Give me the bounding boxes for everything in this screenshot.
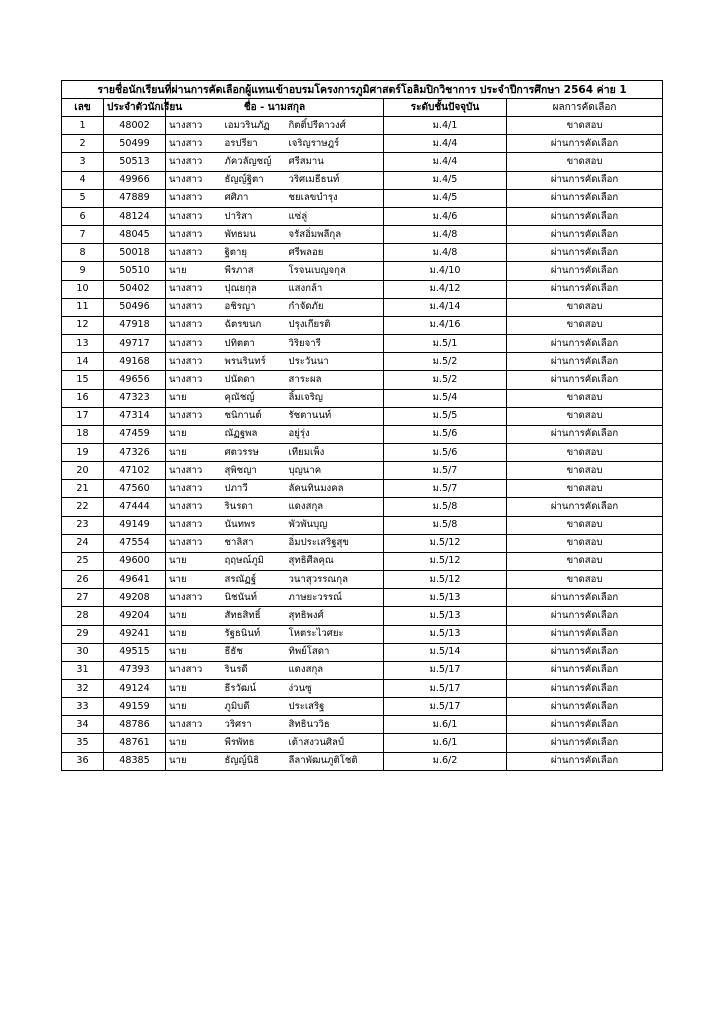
row-number: 8 [62, 244, 104, 262]
class-level: ม.4/8 [384, 226, 507, 244]
selection-result: ผ่านการคัดเลือก [507, 643, 663, 661]
first-name: ภูมิบดี [222, 698, 286, 716]
first-name: ศตวรรษ [222, 443, 286, 461]
first-name: ภัควลัญชญ์ [222, 153, 286, 171]
selection-result: ผ่านการคัดเลือก [507, 661, 663, 679]
class-level: ม.4/4 [384, 153, 507, 171]
student-id: 49208 [104, 589, 166, 607]
class-level: ม.5/1 [384, 335, 507, 353]
first-name: รัฐธนินท์ [222, 625, 286, 643]
row-number: 22 [62, 498, 104, 516]
name-prefix: นาย [166, 425, 222, 443]
row-number: 25 [62, 552, 104, 570]
student-id: 48761 [104, 734, 166, 752]
student-id: 50499 [104, 135, 166, 153]
table-row [62, 316, 663, 334]
header-no: เลข [62, 99, 104, 117]
student-id: 47323 [104, 389, 166, 407]
row-number: 1 [62, 117, 104, 135]
class-level: ม.4/5 [384, 189, 507, 207]
selection-result: ผ่านการคัดเลือก [507, 371, 663, 389]
class-level: ม.5/13 [384, 607, 507, 625]
row-number: 10 [62, 280, 104, 298]
row-number: 11 [62, 298, 104, 316]
first-name: ปุณยกุล [222, 280, 286, 298]
student-id: 50513 [104, 153, 166, 171]
first-name: ปทิตตา [222, 335, 286, 353]
class-level: ม.4/14 [384, 298, 507, 316]
name-prefix: นางสาว [166, 189, 222, 207]
table-row [62, 371, 663, 389]
last-name: รัชตานนท์ [286, 407, 384, 425]
student-id: 47102 [104, 462, 166, 480]
student-id: 49600 [104, 552, 166, 570]
class-level: ม.4/10 [384, 262, 507, 280]
class-level: ม.5/6 [384, 443, 507, 461]
table-row [62, 153, 663, 171]
name-prefix: นางสาว [166, 353, 222, 371]
row-number: 13 [62, 335, 104, 353]
first-name: คุณัชญ์ [222, 389, 286, 407]
name-prefix: นางสาว [166, 516, 222, 534]
name-prefix: นางสาว [166, 480, 222, 498]
name-prefix: นางสาว [166, 171, 222, 189]
selection-result: ผ่านการคัดเลือก [507, 280, 663, 298]
student-id: 47889 [104, 189, 166, 207]
class-level: ม.5/8 [384, 498, 507, 516]
class-level: ม.5/2 [384, 371, 507, 389]
last-name: แดงสกุล [286, 661, 384, 679]
name-prefix: นางสาว [166, 244, 222, 262]
last-name: ปรุงเกียรติ [286, 316, 384, 334]
name-prefix: นางสาว [166, 407, 222, 425]
table-row [62, 625, 663, 643]
last-name: ศรีสมาน [286, 153, 384, 171]
row-number: 15 [62, 371, 104, 389]
class-level: ม.5/17 [384, 698, 507, 716]
selection-result: ผ่านการคัดเลือก [507, 207, 663, 225]
table-row [62, 425, 663, 443]
name-prefix: นางสาว [166, 661, 222, 679]
row-number: 29 [62, 625, 104, 643]
selection-result: ขาดสอบ [507, 480, 663, 498]
first-name: ปภาวี [222, 480, 286, 498]
name-prefix: นาย [166, 734, 222, 752]
selection-result: ผ่านการคัดเลือก [507, 262, 663, 280]
selection-result: ผ่านการคัดเลือก [507, 226, 663, 244]
first-name: ปาริสา [222, 207, 286, 225]
header-row [62, 99, 663, 117]
selection-result: ผ่านการคัดเลือก [507, 335, 663, 353]
table-row [62, 680, 663, 698]
row-number: 26 [62, 571, 104, 589]
selection-result: ขาดสอบ [507, 117, 663, 135]
class-level: ม.4/12 [384, 280, 507, 298]
class-level: ม.5/5 [384, 407, 507, 425]
first-name: ฉัตรขนก [222, 316, 286, 334]
first-name: ชนิกานต์ [222, 407, 286, 425]
table-row [62, 752, 663, 770]
selection-result: ผ่านการคัดเลือก [507, 498, 663, 516]
table-row [62, 607, 663, 625]
row-number: 7 [62, 226, 104, 244]
table-row [62, 189, 663, 207]
table-row [62, 480, 663, 498]
name-prefix: นางสาว [166, 153, 222, 171]
class-level: ม.5/12 [384, 571, 507, 589]
row-number: 34 [62, 716, 104, 734]
student-id: 50402 [104, 280, 166, 298]
table-row [62, 498, 663, 516]
table-row [62, 353, 663, 371]
student-id: 47314 [104, 407, 166, 425]
table-body [62, 117, 663, 771]
selection-result: ผ่านการคัดเลือก [507, 244, 663, 262]
first-name: ปนัดดา [222, 371, 286, 389]
table-row [62, 716, 663, 734]
class-level: ม.5/7 [384, 462, 507, 480]
student-id: 47326 [104, 443, 166, 461]
first-name: ณัฏฐพล [222, 425, 286, 443]
table-row [62, 661, 663, 679]
last-name: สุทธิศีลคุณ [286, 552, 384, 570]
row-number: 35 [62, 734, 104, 752]
last-name: สิทธินววิธ [286, 716, 384, 734]
last-name: ทิพย์โสดา [286, 643, 384, 661]
row-number: 12 [62, 316, 104, 334]
first-name: พัทธมน [222, 226, 286, 244]
first-name: รินรดี [222, 661, 286, 679]
student-id: 49656 [104, 371, 166, 389]
last-name: บุญนาค [286, 462, 384, 480]
student-id: 49641 [104, 571, 166, 589]
table-row [62, 298, 663, 316]
class-level: ม.4/8 [384, 244, 507, 262]
class-level: ม.5/8 [384, 516, 507, 534]
class-level: ม.4/1 [384, 117, 507, 135]
selection-result: ขาดสอบ [507, 571, 663, 589]
name-prefix: นางสาว [166, 371, 222, 389]
student-id: 49241 [104, 625, 166, 643]
last-name: อิ่มประเสริฐสุข [286, 534, 384, 552]
last-name: ลิ้มเจริญ [286, 389, 384, 407]
selection-result: ขาดสอบ [507, 153, 663, 171]
row-number: 20 [62, 462, 104, 480]
selection-result: ผ่านการคัดเลือก [507, 425, 663, 443]
document-sheet [61, 80, 662, 771]
table-row [62, 589, 663, 607]
selection-result: ผ่านการคัดเลือก [507, 189, 663, 207]
table-row [62, 443, 663, 461]
first-name: สรณัฏฐ์ [222, 571, 286, 589]
name-prefix: นางสาว [166, 280, 222, 298]
last-name: อยู่รุ่ง [286, 425, 384, 443]
row-number: 3 [62, 153, 104, 171]
class-level: ม.4/6 [384, 207, 507, 225]
header-name: ชื่อ - นามสกุล [166, 99, 384, 117]
first-name: พีรพัทธ [222, 734, 286, 752]
last-name: วิริยจารี [286, 335, 384, 353]
name-prefix: นาย [166, 389, 222, 407]
row-number: 24 [62, 534, 104, 552]
table-row [62, 552, 663, 570]
student-id: 49204 [104, 607, 166, 625]
last-name: ภาษยะวรรณ์ [286, 589, 384, 607]
class-level: ม.6/1 [384, 734, 507, 752]
name-prefix: นาย [166, 262, 222, 280]
last-name: ชยเลขบำรุง [286, 189, 384, 207]
results-table [61, 80, 663, 771]
row-number: 6 [62, 207, 104, 225]
selection-result: ผ่านการคัดเลือก [507, 353, 663, 371]
row-number: 18 [62, 425, 104, 443]
last-name: จรัสอิ่มพลีกุล [286, 226, 384, 244]
class-level: ม.5/12 [384, 552, 507, 570]
first-name: พรนรินทร์ [222, 353, 286, 371]
first-name: ธีธัช [222, 643, 286, 661]
name-prefix: นางสาว [166, 462, 222, 480]
row-number: 2 [62, 135, 104, 153]
class-level: ม.5/2 [384, 353, 507, 371]
table-row [62, 516, 663, 534]
class-level: ม.5/17 [384, 661, 507, 679]
row-number: 27 [62, 589, 104, 607]
header-level: ระดับชั้นปัจจุบัน [384, 99, 507, 117]
first-name: เอมวรินภัฏ [222, 117, 286, 135]
selection-result: ขาดสอบ [507, 298, 663, 316]
row-number: 5 [62, 189, 104, 207]
table-row [62, 117, 663, 135]
name-prefix: นาย [166, 571, 222, 589]
row-number: 9 [62, 262, 104, 280]
class-level: ม.4/4 [384, 135, 507, 153]
selection-result: ผ่านการคัดเลือก [507, 716, 663, 734]
selection-result: ผ่านการคัดเลือก [507, 698, 663, 716]
page-title: รายชื่อนักเรียนที่ผ่านการคัดเลือกผู้แทนเข้าอบรมโครงการภูมิศาสตร์โอลิมปิกวิชาการ ประจำปีการศึกษา 2564 ค่าย 1 [62, 81, 663, 99]
first-name: นิชนันท์ [222, 589, 286, 607]
first-name: ฐิตายุ [222, 244, 286, 262]
selection-result: ผ่านการคัดเลือก [507, 607, 663, 625]
name-prefix: นางสาว [166, 335, 222, 353]
table-row [62, 571, 663, 589]
row-number: 14 [62, 353, 104, 371]
student-id: 48002 [104, 117, 166, 135]
last-name: แซ่ลู่ [286, 207, 384, 225]
last-name: แดงสกุล [286, 498, 384, 516]
first-name: นันทพร [222, 516, 286, 534]
selection-result: ผ่านการคัดเลือก [507, 734, 663, 752]
last-name: โหตระไวศยะ [286, 625, 384, 643]
row-number: 33 [62, 698, 104, 716]
selection-result: ผ่านการคัดเลือก [507, 752, 663, 770]
student-id: 49124 [104, 680, 166, 698]
table-row [62, 207, 663, 225]
row-number: 32 [62, 680, 104, 698]
first-name: ชาลิสา [222, 534, 286, 552]
selection-result: ผ่านการคัดเลือก [507, 680, 663, 698]
student-id: 49168 [104, 353, 166, 371]
last-name: ง่วนซู [286, 680, 384, 698]
first-name: พีรภาส [222, 262, 286, 280]
class-level: ม.4/16 [384, 316, 507, 334]
name-prefix: นางสาว [166, 316, 222, 334]
student-id: 49717 [104, 335, 166, 353]
row-number: 17 [62, 407, 104, 425]
selection-result: ขาดสอบ [507, 407, 663, 425]
class-level: ม.5/13 [384, 625, 507, 643]
row-number: 16 [62, 389, 104, 407]
last-name: ลัคนทินมงคล [286, 480, 384, 498]
student-id: 47393 [104, 661, 166, 679]
class-level: ม.5/6 [384, 425, 507, 443]
class-level: ม.5/12 [384, 534, 507, 552]
class-level: ม.5/4 [384, 389, 507, 407]
student-id: 50510 [104, 262, 166, 280]
last-name: ประเสริฐ [286, 698, 384, 716]
selection-result: ผ่านการคัดเลือก [507, 589, 663, 607]
row-number: 36 [62, 752, 104, 770]
student-id: 48786 [104, 716, 166, 734]
selection-result: ขาดสอบ [507, 443, 663, 461]
last-name: โรจนเบญจกุล [286, 262, 384, 280]
student-id: 47918 [104, 316, 166, 334]
first-name: สัทธสิทธิ์ [222, 607, 286, 625]
name-prefix: นาย [166, 643, 222, 661]
table-row [62, 335, 663, 353]
row-number: 31 [62, 661, 104, 679]
class-level: ม.4/5 [384, 171, 507, 189]
first-name: ธีรวัฒน์ [222, 680, 286, 698]
table-row [62, 534, 663, 552]
row-number: 23 [62, 516, 104, 534]
student-id: 49149 [104, 516, 166, 534]
student-id: 48385 [104, 752, 166, 770]
name-prefix: นาย [166, 698, 222, 716]
first-name: สุพิชญา [222, 462, 286, 480]
row-number: 4 [62, 171, 104, 189]
name-prefix: นางสาว [166, 716, 222, 734]
last-name: กิตติ์ปรีดาวงศ์ [286, 117, 384, 135]
name-prefix: นาย [166, 680, 222, 698]
selection-result: ขาดสอบ [507, 389, 663, 407]
first-name: ศศิภา [222, 189, 286, 207]
last-name: กำจัดภัย [286, 298, 384, 316]
class-level: ม.5/7 [384, 480, 507, 498]
student-id: 47444 [104, 498, 166, 516]
row-number: 19 [62, 443, 104, 461]
first-name: ธัญญ์นิธิ [222, 752, 286, 770]
last-name: วนาสุวรรณกุล [286, 571, 384, 589]
name-prefix: นางสาว [166, 534, 222, 552]
table-row [62, 462, 663, 480]
table-row [62, 226, 663, 244]
first-name: ธัญญ์ฐิตา [222, 171, 286, 189]
table-row [62, 262, 663, 280]
student-id: 50496 [104, 298, 166, 316]
selection-result: ขาดสอบ [507, 534, 663, 552]
table-row [62, 389, 663, 407]
table-row [62, 135, 663, 153]
selection-result: ขาดสอบ [507, 462, 663, 480]
last-name: ลีลาพัฒนภูติโชติ [286, 752, 384, 770]
class-level: ม.5/17 [384, 680, 507, 698]
first-name: วริศรา [222, 716, 286, 734]
name-prefix: นางสาว [166, 226, 222, 244]
student-id: 49515 [104, 643, 166, 661]
name-prefix: นางสาว [166, 589, 222, 607]
row-number: 28 [62, 607, 104, 625]
last-name: เต้าสงวนศิลป์ [286, 734, 384, 752]
student-id: 49966 [104, 171, 166, 189]
table-row [62, 643, 663, 661]
name-prefix: นาย [166, 752, 222, 770]
name-prefix: นางสาว [166, 135, 222, 153]
name-prefix: นางสาว [166, 117, 222, 135]
name-prefix: นาย [166, 443, 222, 461]
table-row [62, 244, 663, 262]
name-prefix: นางสาว [166, 207, 222, 225]
student-id: 48124 [104, 207, 166, 225]
last-name: สาระผล [286, 371, 384, 389]
first-name: อรปรียา [222, 135, 286, 153]
student-id: 47459 [104, 425, 166, 443]
last-name: แสงกล้า [286, 280, 384, 298]
name-prefix: นาย [166, 607, 222, 625]
class-level: ม.5/14 [384, 643, 507, 661]
selection-result: ขาดสอบ [507, 316, 663, 334]
student-id: 49159 [104, 698, 166, 716]
last-name: เจริญราษฎร์ [286, 135, 384, 153]
first-name: รินรดา [222, 498, 286, 516]
name-prefix: นาย [166, 625, 222, 643]
student-id: 50018 [104, 244, 166, 262]
last-name: สุทธิพงศ์ [286, 607, 384, 625]
class-level: ม.6/2 [384, 752, 507, 770]
last-name: ศรีพลอย [286, 244, 384, 262]
table-row [62, 734, 663, 752]
first-name: อชิรญา [222, 298, 286, 316]
selection-result: ผ่านการคัดเลือก [507, 171, 663, 189]
row-number: 21 [62, 480, 104, 498]
selection-result: ขาดสอบ [507, 552, 663, 570]
last-name: เทียมเพ็ง [286, 443, 384, 461]
table-row [62, 698, 663, 716]
selection-result: ขาดสอบ [507, 516, 663, 534]
table-row [62, 280, 663, 298]
name-prefix: นางสาว [166, 498, 222, 516]
last-name: พัวพันบุญ [286, 516, 384, 534]
table-row [62, 171, 663, 189]
row-number: 30 [62, 643, 104, 661]
last-name: ประวันนา [286, 353, 384, 371]
last-name: วริศเมธีธนท์ [286, 171, 384, 189]
class-level: ม.5/13 [384, 589, 507, 607]
first-name: ฤฤษณ์ภูมิ [222, 552, 286, 570]
student-id: 48045 [104, 226, 166, 244]
selection-result: ผ่านการคัดเลือก [507, 135, 663, 153]
student-id: 47554 [104, 534, 166, 552]
class-level: ม.6/1 [384, 716, 507, 734]
name-prefix: นางสาว [166, 298, 222, 316]
student-id: 47560 [104, 480, 166, 498]
header-result: ผลการคัดเลือก [507, 99, 663, 117]
selection-result: ผ่านการคัดเลือก [507, 625, 663, 643]
table-row [62, 407, 663, 425]
name-prefix: นาย [166, 552, 222, 570]
header-student-id: ประจำตัวนักเรียน [104, 99, 166, 117]
